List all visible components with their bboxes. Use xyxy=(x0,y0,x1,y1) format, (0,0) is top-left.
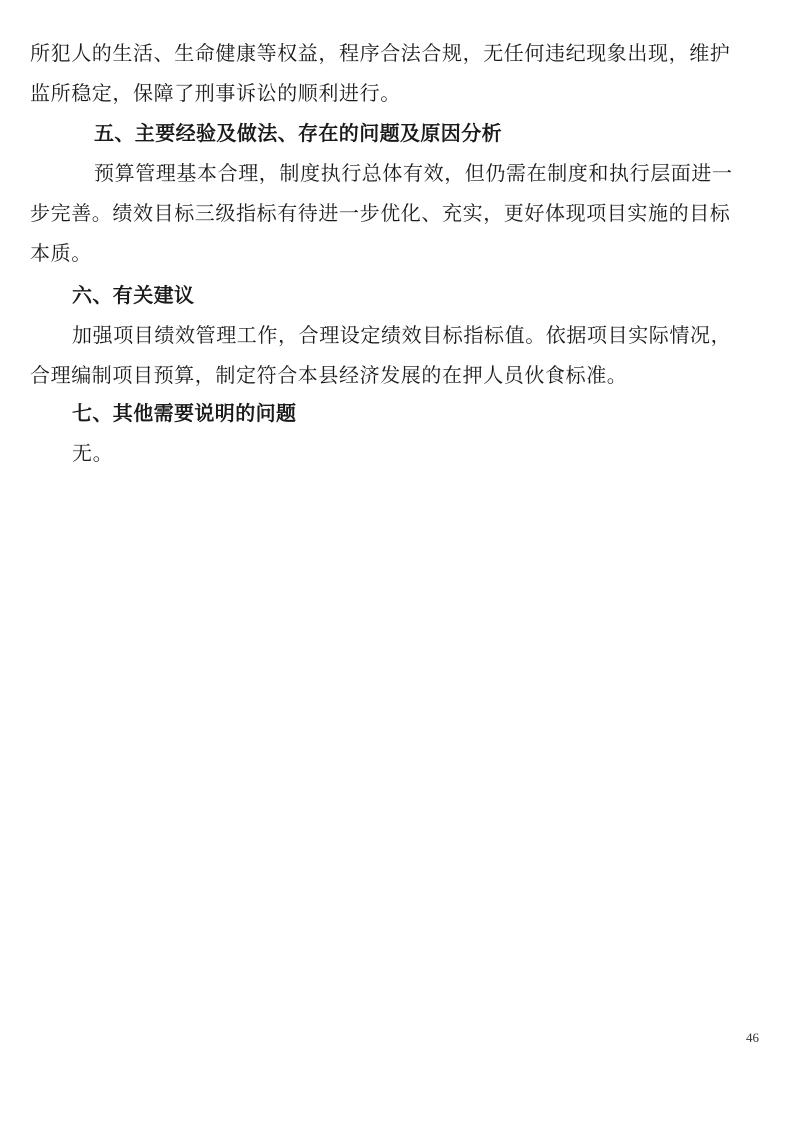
body-text-line: 无。 xyxy=(72,441,114,465)
body-text-line: 本质。 xyxy=(30,241,92,265)
body-text-line: 加强项目绩效管理工作，合理设定绩效目标指标值。依据项目实际情况， xyxy=(72,323,732,347)
section-heading-6: 六、有关建议 xyxy=(72,283,195,307)
body-text-line: 监所稳定，保障了刑事诉讼的顺利进行。 xyxy=(30,81,401,105)
body-text-line: 合理编制项目预算，制定符合本县经济发展的在押人员伙食标准。 xyxy=(30,363,628,387)
body-text-line: 步完善。绩效目标三级指标有待进一步优化、充实，更好体现项目实施的目标 xyxy=(30,201,731,225)
page-number: 46 xyxy=(746,1030,759,1045)
body-text-line: 所犯人的生活、生命健康等权益，程序合法合规，无任何违纪现象出现，维护 xyxy=(30,41,731,65)
section-heading-5: 五、主要经验及做法、存在的问题及原因分析 xyxy=(94,121,502,145)
body-text-line: 预算管理基本合理，制度执行总体有效，但仍需在制度和执行层面进一 xyxy=(94,161,733,185)
section-heading-7: 七、其他需要说明的问题 xyxy=(72,401,297,425)
